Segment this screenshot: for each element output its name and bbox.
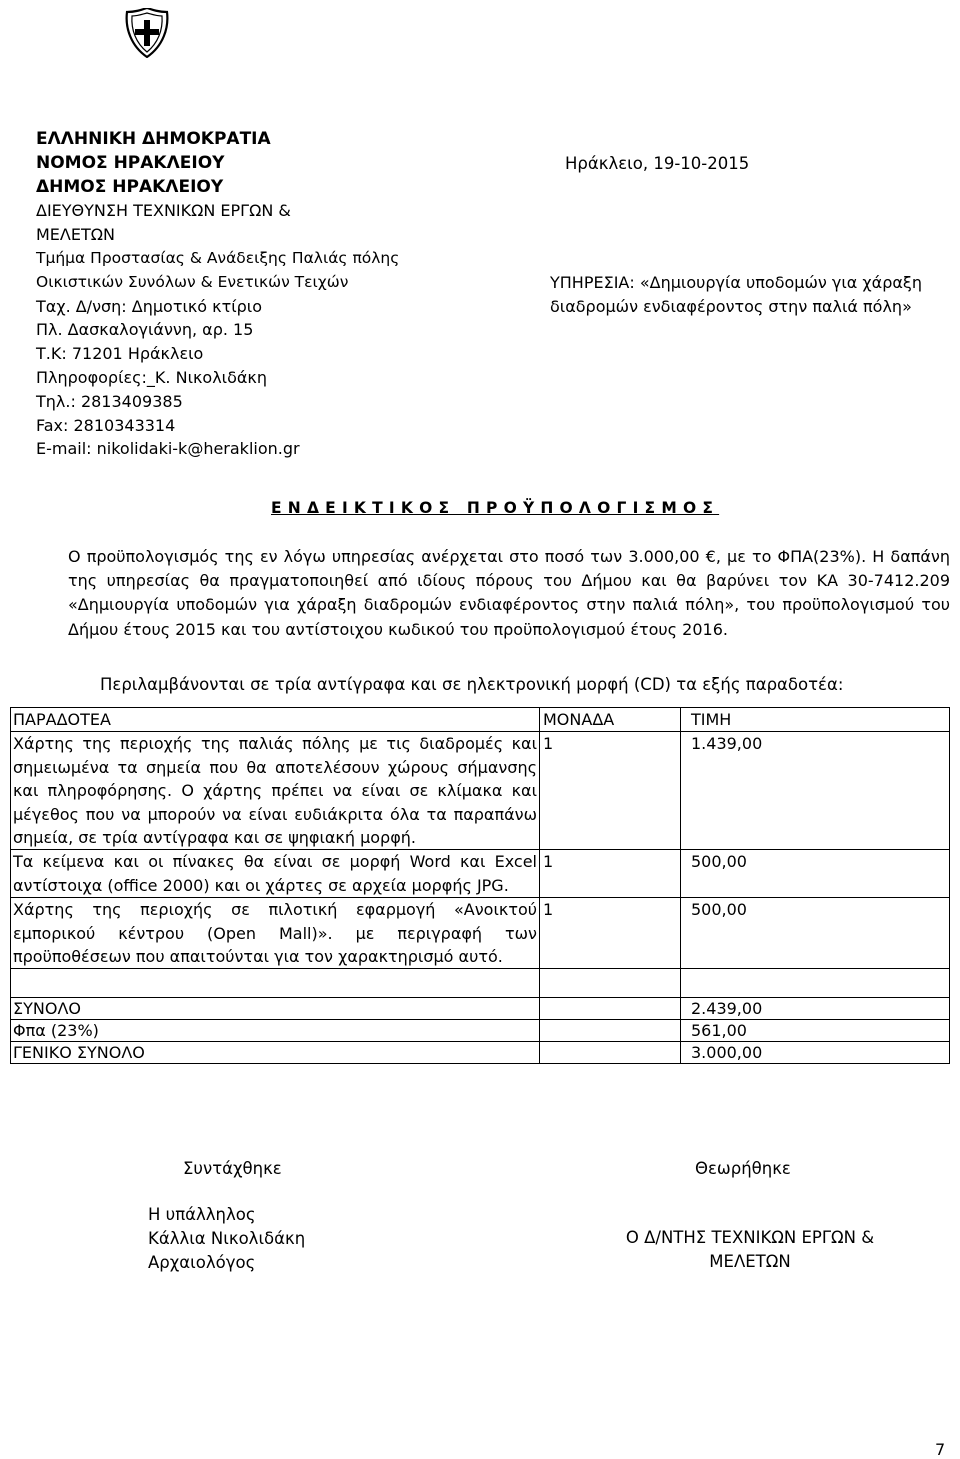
table-row	[11, 732, 950, 850]
row-unit: 1	[540, 898, 681, 969]
director-line-2: ΜΕΛΕΤΩΝ	[709, 1252, 791, 1271]
email: E-mail: nikolidaki-k@heraklion.gr	[36, 439, 300, 459]
vat-value: 561,00	[681, 1020, 950, 1042]
budget-paragraph: Ο προϋπολογισμός της εν λόγω υπηρεσίας ανέρχεται στο ποσό των 3.000,00 €, με το ΦΠΑ(23%). Η δαπάνη της υπηρεσίας θα πραγματοποιηθεί από ιδίους πόρους του Δήμου και θα βαρύνει τον ΚΑ 30-7412.209 «Δημιουργία υποδομών για χάραξη διαδρομών ενδιαφέροντος στην παλιά πόλη», του προϋπολογισμού του Δήμου έτους 2015 και του αντίστοιχου κωδικού του προϋπολογισμού έτους 2016.	[68, 547, 950, 639]
deliverables-intro: Περιλαμβάνονται σε τρία αντίγραφα και σε ηλεκτρονική μορφή (CD) τα εξής παραδοτέα:	[100, 675, 844, 694]
header-deliverables: ΠΑΡΑΔΟΤΕΑ	[11, 708, 540, 732]
square-address: Πλ. Δασκαλογιάννη, αρ. 15	[36, 320, 254, 340]
service-subject: ΥΠΗΡΕΣΙΑ: «Δημιουργία υποδομών για χάραξη διαδρομών ενδιαφέροντος στην παλιά πόλη»	[550, 273, 922, 316]
header-unit: ΜΟΝΑΔΑ	[540, 708, 681, 732]
director-line-1: Ο Δ/ΝΤΗΣ ΤΕΧΝΙΚΩΝ ΕΡΓΩΝ &	[625, 1228, 875, 1247]
vat-row	[11, 1020, 950, 1042]
issuer-block	[36, 128, 456, 461]
employee-title: Η υπάλληλος	[148, 1205, 256, 1224]
postcode: Τ.Κ: 71201 Ηράκλειο	[36, 344, 204, 364]
page-number: 7	[935, 1440, 946, 1459]
municipality-heading: ΔΗΜΟΣ ΗΡΑΚΛΕΙΟΥ	[36, 176, 224, 197]
republic-heading: ΕΛΛΗΝΙΚΗ ΔΗΜΟΚΡΑΤΙΑ	[36, 129, 271, 149]
director-signature	[600, 1226, 900, 1274]
total-label: ΣΥΝΟΛΟ	[11, 998, 540, 1020]
table-header-row	[11, 708, 950, 732]
grand-total-value: 3.000,00	[681, 1042, 950, 1064]
row-description: Τα κείμενα και οι πίνακες θα είναι σε μορφή Word και Excel αντίστοιχα (office 2000) και οι χάρτες σε αρχεία μορφής JPG.	[11, 850, 540, 898]
total-row	[11, 998, 950, 1020]
total-value: 2.439,00	[681, 998, 950, 1020]
fax: Fax: 2810343314	[36, 415, 176, 435]
table-row	[11, 850, 950, 898]
approved-label: Θεωρήθηκε	[695, 1159, 791, 1178]
spacer-row	[11, 969, 950, 998]
row-unit: 1	[540, 850, 681, 898]
employee-name: Κάλλια Νικολιδάκη	[148, 1229, 306, 1248]
prefecture-heading: ΝΟΜΟΣ ΗΡΑΚΛΕΙΟΥ	[36, 152, 225, 173]
department-line-1: Τμήμα Προστασίας & Ανάδειξης Παλιάς πόλης	[36, 248, 400, 267]
row-description: Χάρτης της περιοχής σε πιλοτική εφαρμογή «Ανοικτού εμπορικού κέντρου (Open Mall)». με περιγραφή των προϋποθέσεων που απαιτούνται για τον χαρακτηρισμό αυτό.	[11, 898, 540, 969]
row-price: 500,00	[681, 850, 950, 898]
employee-signature	[148, 1203, 305, 1275]
row-unit: 1	[540, 732, 681, 850]
table-row	[11, 898, 950, 969]
greek-state-crest	[123, 8, 171, 58]
document-date: Ηράκλειο, 19-10-2015	[565, 154, 750, 173]
row-price: 1.439,00	[681, 732, 950, 850]
department-line-2: Οικιστικών Συνόλων & Ενετικών Τειχών	[36, 272, 349, 291]
row-price: 500,00	[681, 898, 950, 969]
compiled-label: Συντάχθηκε	[183, 1159, 282, 1178]
employee-role: Αρχαιολόγος	[148, 1253, 256, 1272]
directorate-line-2: ΜΕΛΕΤΩΝ	[36, 225, 115, 245]
info-contact: Πληροφορίες:_Κ. Νικολιδάκη	[36, 367, 267, 387]
postal-address: Ταχ. Δ/νση: Δημοτικό κτίριο	[36, 296, 263, 316]
header-price: ΤΙΜΗ	[681, 708, 950, 732]
grand-total-row	[11, 1042, 950, 1064]
directorate-line-1: ΔΙΕΥΘΥΝΣΗ ΤΕΧΝΙΚΩΝ ΕΡΓΩΝ &	[36, 201, 291, 221]
vat-label: Φπα (23%)	[11, 1020, 540, 1042]
grand-total-label: ΓΕΝΙΚΟ ΣΥΝΟΛΟ	[11, 1042, 540, 1064]
row-description: Χάρτης της περιοχής της παλιάς πόλης με τις διαδρομές και σημειωμένα τα σημεία που θα αποτελέσουν χώρους σήμανσης και πληροφόρησης. Ο χάρτης πρέπει να είναι σε κλίμακα και μέγεθος που να μπορούν να είναι ευδιάκριτα όλα τα παραπάνω σημεία, σε τρία αντίγραφα και σε ψηφιακή μορφή.	[11, 732, 540, 850]
phone: Τηλ.: 2813409385	[36, 391, 183, 411]
document-title: ΕΝΔΕΙΚΤΙΚΟΣ ΠΡΟΫΠΟΛΟΓΙΣΜΟΣ	[271, 499, 720, 517]
deliverables-table	[10, 707, 950, 1064]
